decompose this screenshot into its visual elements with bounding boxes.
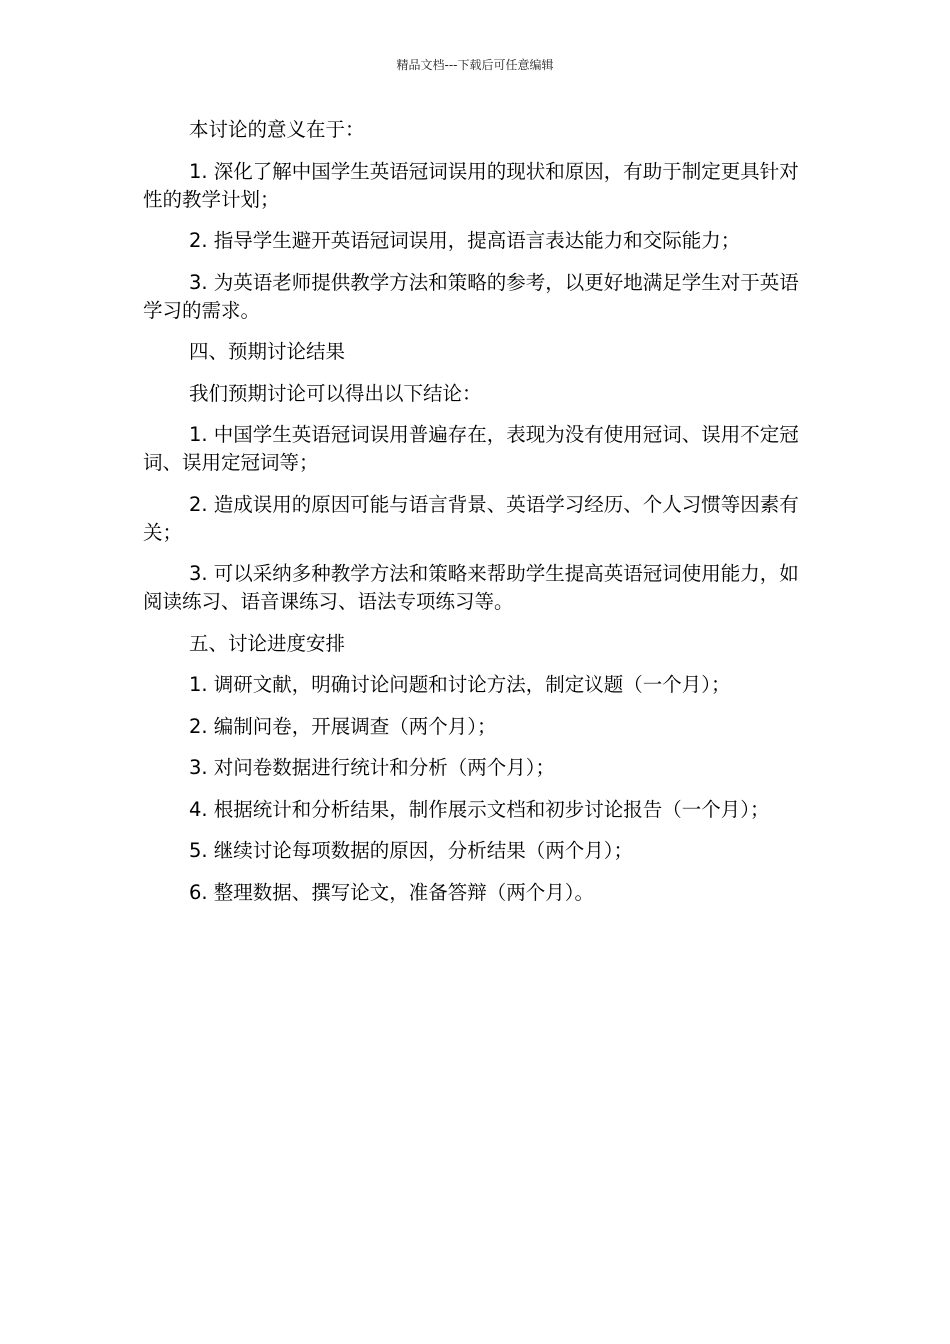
section-heading-schedule: 五、讨论进度安排 xyxy=(189,631,346,655)
document-body xyxy=(143,116,813,920)
paragraph-result-1: 1. 中国学生英语冠词误用普遍存在，表现为没有使用冠词、误用不定冠词、误用定冠词等； xyxy=(143,423,799,474)
paragraph-significance-2: 2. 指导学生避开英语冠词误用，提高语言表达能力和交际能力； xyxy=(189,229,741,252)
page-header: 精品文档---下载后可任意编辑 xyxy=(396,58,554,72)
schedule-item-2: 2. 编制问卷，开展调查（两个月）； xyxy=(189,714,497,738)
section-heading-expected-results: 四、预期讨论结果 xyxy=(189,340,346,363)
schedule-item-6: 6. 整理数据、撰写论文，准备答辩（两个月）。 xyxy=(189,880,595,904)
paragraph-significance-1: 1. 深化了解中国学生英语冠词误用的现状和原因，有助于制定更具针对性的教学计划； xyxy=(143,159,799,211)
schedule-item-1: 1. 调研文献，明确讨论问题和讨论方法，制定议题（一个月）； xyxy=(189,673,731,696)
paragraph-results-intro: 我们预期讨论可以得出以下结论： xyxy=(189,381,482,405)
paragraph-significance-3: 3. 为英语老师提供教学方法和策略的参考，以更好地满足学生对于英语学习的需求。 xyxy=(143,270,799,322)
schedule-item-4: 4. 根据统计和分析结果，制作展示文档和初步讨论报告（一个月）； xyxy=(189,797,770,821)
paragraph-result-2: 2. 造成误用的原因可能与语言背景、英语学习经历、个人习惯等因素有关； xyxy=(143,492,799,544)
paragraph-result-3: 3. 可以采纳多种教学方法和策略来帮助学生提高英语冠词使用能力，如阅读练习、语音课练习、语法专项练习等。 xyxy=(143,562,799,613)
schedule-item-5: 5. 继续讨论每项数据的原因，分析结果（两个月）； xyxy=(189,839,634,862)
paragraph-significance-intro: 本讨论的意义在于： xyxy=(189,118,365,141)
schedule-item-3: 3. 对问卷数据进行统计和分析（两个月）； xyxy=(189,756,556,779)
